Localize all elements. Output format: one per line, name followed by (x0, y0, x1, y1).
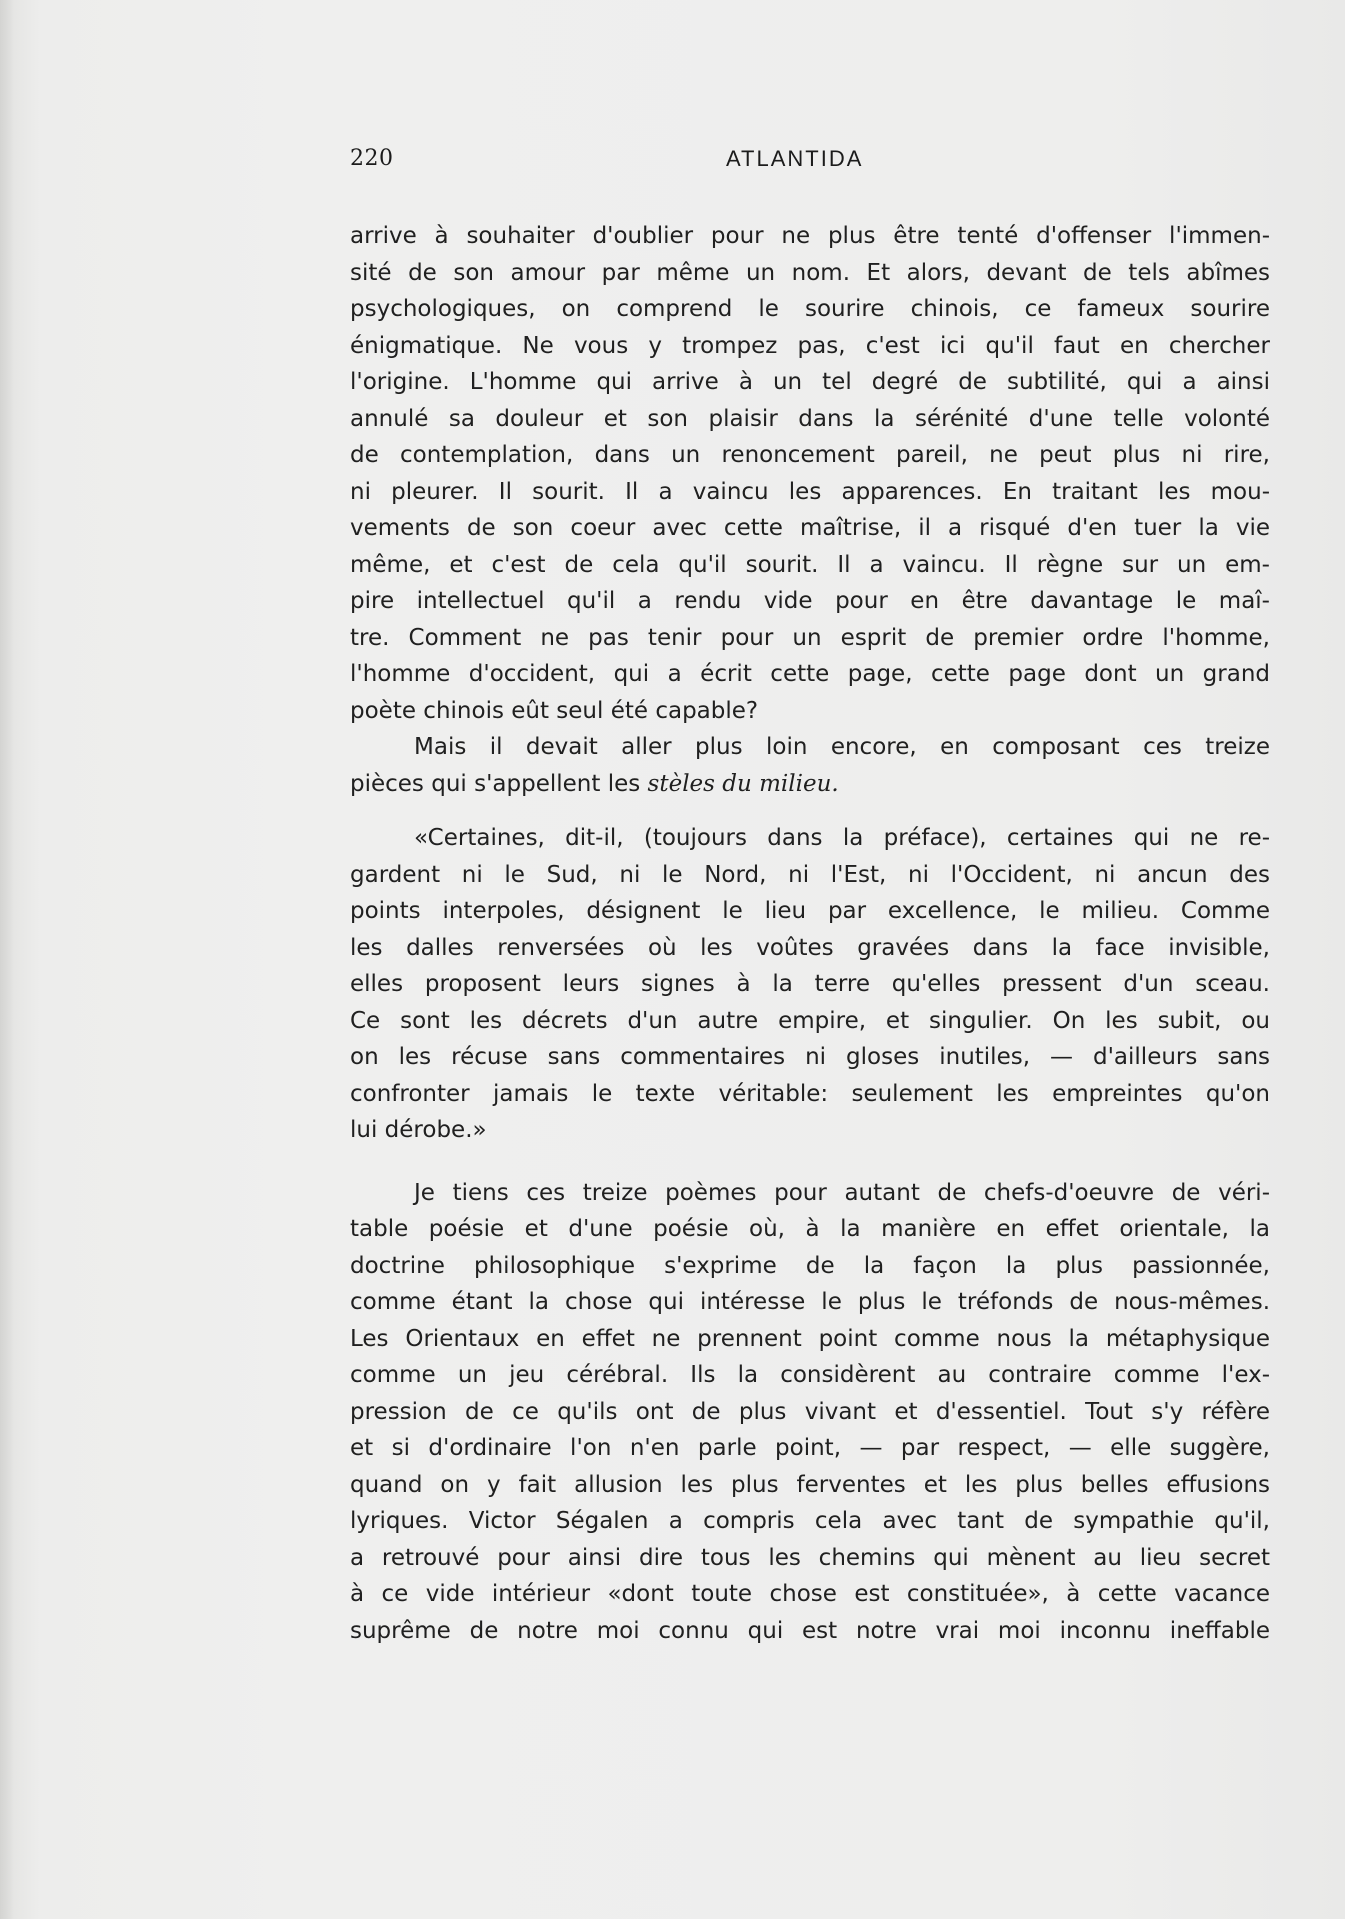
text-line: ni pleurer. Il sourit. Il a vaincu les apparences. En traitant les mou- (350, 478, 1270, 505)
text-line: gardent ni le Sud, ni le Nord, ni l'Est, ni l'Occident, ni ancun des (350, 861, 1270, 888)
paragraph-4 (350, 1175, 1270, 1650)
text-line: pression de ce qu'ils ont de plus vivant et d'essentiel. Tout s'y réfère (350, 1398, 1270, 1425)
text-line: Je tiens ces treize poèmes pour autant de chefs-d'oeuvre de véri- (414, 1179, 1270, 1206)
text-line: Ce sont les décrets d'un autre empire, et singulier. On les subit, ou (350, 1007, 1270, 1034)
paragraph-2 (350, 729, 1270, 802)
text-line: les dalles renversées où les voûtes gravées dans la face invisible, (350, 934, 1270, 961)
text-line: a retrouvé pour ainsi dire tous les chemins qui mènent au lieu secret (350, 1544, 1270, 1571)
page-header (350, 146, 1270, 186)
text-line: annulé sa douleur et son plaisir dans la sérénité d'une telle volonté (350, 405, 1270, 432)
text-line: Les Orientaux en effet ne prennent point comme nous la métaphysique (350, 1325, 1270, 1352)
body-text (350, 218, 1270, 1649)
text-line: de contemplation, dans un renoncement pareil, ne peut plus ni rire, (350, 442, 1270, 468)
text-line: doctrine philosophique s'exprime de la façon la plus passionnée, (350, 1252, 1270, 1279)
text-line: l'homme d'occident, qui a écrit cette page, cette page dont un grand (350, 661, 1270, 687)
text-line: confronter jamais le texte véritable: seulement les empreintes qu'on (350, 1080, 1270, 1107)
text-line: poète chinois eût seul été capable? (350, 697, 759, 724)
text-line: Mais il devait aller plus loin encore, en composant ces treize (414, 734, 1270, 760)
running-title: ATLANTIDA (726, 146, 864, 171)
text-line: et si d'ordinaire l'on n'en parle point, — par respect, — elle suggère, (350, 1435, 1270, 1461)
italic-title: stèles du milieu. (647, 770, 839, 797)
text-line: vements de son coeur avec cette maîtrise, il a risqué d'en tuer la vie (350, 515, 1270, 541)
paragraph-spacer (350, 802, 1270, 820)
text-line: quand on y fait allusion les plus ferventes et les plus belles effusions (350, 1471, 1270, 1498)
text-line: points interpoles, désignent le lieu par excellence, le milieu. Comme (350, 898, 1270, 924)
text-line: comme étant la chose qui intéresse le plus le tréfonds de nous-mêmes. (350, 1289, 1270, 1315)
text-line: lui dérobe.» (350, 1117, 487, 1143)
text-line (350, 766, 1270, 803)
text-line: lyriques. Victor Ségalen a compris cela avec tant de sympathie qu'il, (350, 1508, 1270, 1534)
text-line: même, et c'est de cela qu'il sourit. Il a vaincu. Il règne sur un em- (350, 551, 1270, 578)
page-binding-edge (0, 0, 14, 1919)
text-line: psychologiques, on comprend le sourire chinois, ce fameux sourire (350, 296, 1270, 322)
paragraph-spacer (350, 1149, 1270, 1175)
text-line: on les récuse sans commentaires ni gloses inutiles, — d'ailleurs sans (350, 1044, 1270, 1070)
text-line: table poésie et d'une poésie où, à la manière en effet orientale, la (350, 1216, 1270, 1242)
text-line: arrive à souhaiter d'oublier pour ne plus être tenté d'offenser l'immen- (350, 223, 1270, 249)
text-line: à ce vide intérieur «dont toute chose est constituée», à cette vacance (350, 1581, 1270, 1607)
text-line: comme un jeu cérébral. Ils la considèrent au contraire comme l'ex- (350, 1362, 1270, 1388)
text-line: sité de son amour par même un nom. Et alors, devant de tels abîmes (350, 259, 1270, 286)
text-line: suprême de notre moi connu qui est notre vrai moi inconnu ineffable (350, 1617, 1270, 1644)
text-line-prefix: pièces qui s'appellent les (350, 770, 648, 797)
text-line: «Certaines, dit-il, (toujours dans la préface), certaines qui ne re- (414, 825, 1270, 851)
text-line: pire intellectuel qu'il a rendu vide pour en être davantage le maî- (350, 588, 1270, 614)
text-line: elles proposent leurs signes à la terre qu'elles pressent d'un sceau. (350, 971, 1270, 997)
text-line: tre. Comment ne pas tenir pour un esprit de premier ordre l'homme, (350, 624, 1270, 651)
paragraph-1 (350, 218, 1270, 729)
paragraph-3-quote (350, 820, 1270, 1149)
text-line: l'origine. L'homme qui arrive à un tel degré de subtilité, qui a ainsi (350, 369, 1270, 395)
page-number: 220 (350, 146, 394, 171)
text-line: énigmatique. Ne vous y trompez pas, c'est ici qu'il faut en chercher (350, 332, 1270, 359)
